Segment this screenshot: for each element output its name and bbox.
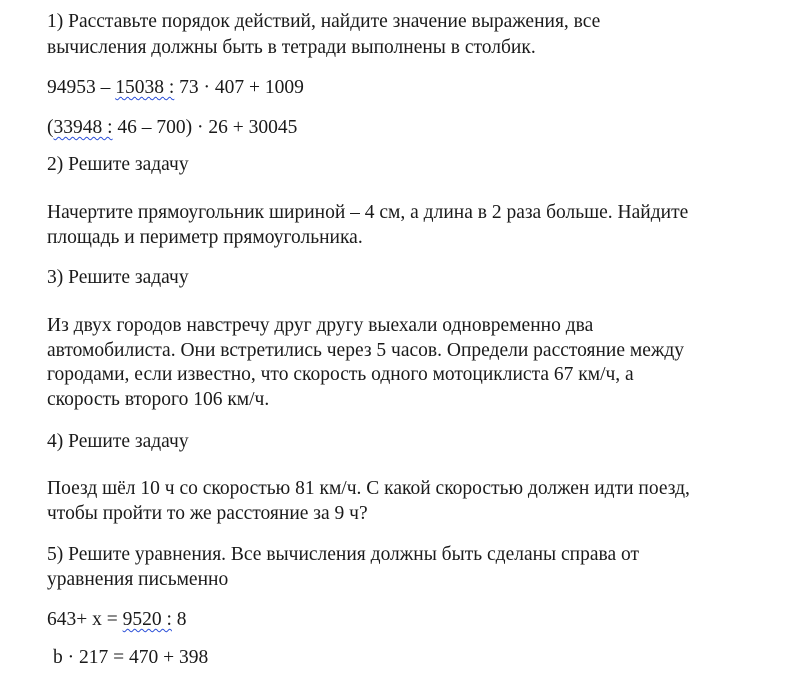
task3-text-line3: городами, если известно, что скорость одного мотоциклиста 67 км/ч, а [47, 364, 634, 385]
task2-heading: 2) Решите задачу [47, 154, 189, 175]
task4-text-line2: чтобы пройти то же расстояние за 9 ч? [47, 503, 368, 524]
task1-instruction-line1: 1) Расставьте порядок действий, найдите значение выражения, все [47, 11, 601, 32]
eq1-part1: 643+ x = [47, 609, 123, 630]
task4-text-line1: Поезд шёл 10 ч со скоростью 81 км/ч. С какой скоростью должен идти поезд, [47, 478, 690, 499]
task5-instruction-line1: 5) Решите уравнения. Все вычисления должны быть сделаны справа от [47, 544, 640, 565]
expr2-marked: 33948 : [53, 117, 113, 138]
task3-text-line2: автомобилиста. Они встретились через 5 часов. Определи расстояние между [47, 340, 685, 361]
task1-instruction-line2: вычисления должны быть в тетради выполнены в столбик. [47, 37, 536, 58]
task3-text-line1: Из двух городов навстречу друг другу выехали одновременно два [47, 315, 594, 336]
eq1-marked: 9520 : [122, 609, 172, 630]
task3-heading: 3) Решите задачу [47, 267, 189, 288]
expr2-part1: ( [47, 117, 54, 138]
task5-instruction-line2: уравнения письменно [47, 569, 229, 590]
task5-equation-1 [47, 608, 187, 632]
eq1-part2: 8 [171, 609, 187, 630]
task1-expression-2 [47, 116, 297, 140]
task2-text-line1: Начертите прямоугольник шириной – 4 см, а длина в 2 раза больше. Найдите [47, 202, 689, 223]
expr1-part1: 94953 – [47, 77, 116, 98]
expr1-part2: 73 · 407 + 1009 [174, 77, 304, 98]
task2-text-line2: площадь и периметр прямоугольника. [47, 227, 363, 248]
task4-heading: 4) Решите задачу [47, 431, 189, 452]
task3-text-line4: скорость второго 106 км/ч. [47, 389, 270, 410]
task5-equation-2: b · 217 = 470 + 398 [53, 647, 209, 668]
expr1-marked: 15038 : [115, 77, 175, 98]
task1-expression-1 [47, 76, 304, 100]
expr2-part2: 46 – 700) · 26 + 30045 [112, 117, 298, 138]
